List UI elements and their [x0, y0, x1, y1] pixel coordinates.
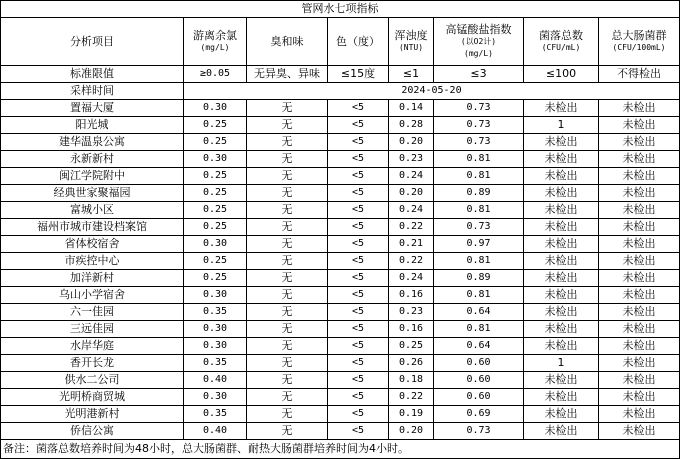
site-name: 永新新村 — [1, 151, 184, 168]
odor-value: 无 — [247, 219, 328, 236]
coliform-value: 未检出 — [599, 338, 680, 355]
header-turbidity-unit: (NTU) — [398, 42, 424, 52]
odor-value: 无 — [247, 253, 328, 270]
header-permanganate-unit: (mg/L) — [464, 48, 493, 58]
colony-value: 未检出 — [524, 202, 599, 219]
header-coliform-unit: (CFU/100mL) — [612, 42, 666, 52]
colony-value: 未检出 — [524, 389, 599, 406]
odor-value: 无 — [247, 236, 328, 253]
colony-value: 未检出 — [524, 372, 599, 389]
header-permanganate-name: 高锰酸盐指数 — [445, 22, 512, 36]
turbidity-value: 0.26 — [389, 355, 434, 372]
turbidity-value: 0.21 — [389, 236, 434, 253]
coliform-value: 未检出 — [599, 117, 680, 134]
site-name: 福州市城市建设档案馆 — [1, 219, 184, 236]
header-permanganate — [434, 18, 524, 66]
note-row — [1, 440, 680, 459]
table-row — [1, 117, 680, 134]
colony-value: 未检出 — [524, 134, 599, 151]
color-value: <5 — [328, 151, 389, 168]
chlorine-value: 0.35 — [184, 355, 247, 372]
permanganate-value: 0.81 — [434, 168, 524, 185]
table-row — [1, 236, 680, 253]
permanganate-value: 0.81 — [434, 151, 524, 168]
coliform-value: 未检出 — [599, 389, 680, 406]
table-row — [1, 389, 680, 406]
turbidity-value: 0.24 — [389, 168, 434, 185]
table-row — [1, 287, 680, 304]
table-row — [1, 202, 680, 219]
header-colony-name: 菌落总数 — [539, 28, 583, 42]
odor-value: 无 — [247, 372, 328, 389]
odor-value: 无 — [247, 185, 328, 202]
odor-value: 无 — [247, 389, 328, 406]
standard-color: ≤15度 — [328, 66, 389, 83]
sample-time-label: 采样时间 — [1, 83, 184, 100]
odor-value: 无 — [247, 168, 328, 185]
site-name: 加洋新村 — [1, 270, 184, 287]
coliform-value: 未检出 — [599, 321, 680, 338]
color-value: <5 — [328, 253, 389, 270]
permanganate-value: 0.69 — [434, 406, 524, 423]
table-row — [1, 338, 680, 355]
header-chlorine — [184, 18, 247, 66]
table-row — [1, 355, 680, 372]
permanganate-value: 0.73 — [434, 219, 524, 236]
standard-permanganate: ≤3 — [434, 66, 524, 83]
odor-value: 无 — [247, 151, 328, 168]
coliform-value: 未检出 — [599, 355, 680, 372]
turbidity-value: 0.22 — [389, 253, 434, 270]
colony-value: 未检出 — [524, 168, 599, 185]
chlorine-value: 0.35 — [184, 304, 247, 321]
color-value: <5 — [328, 134, 389, 151]
colony-value: 未检出 — [524, 406, 599, 423]
table-row — [1, 304, 680, 321]
turbidity-value: 0.23 — [389, 304, 434, 321]
colony-value: 未检出 — [524, 100, 599, 117]
permanganate-value: 0.89 — [434, 270, 524, 287]
chlorine-value: 0.25 — [184, 219, 247, 236]
color-value: <5 — [328, 321, 389, 338]
site-name: 阳光城 — [1, 117, 184, 134]
coliform-value: 未检出 — [599, 100, 680, 117]
color-value: <5 — [328, 185, 389, 202]
header-color: 色（度） — [328, 18, 389, 66]
standard-row — [1, 66, 680, 83]
chlorine-value: 0.25 — [184, 134, 247, 151]
turbidity-value: 0.24 — [389, 270, 434, 287]
color-value: <5 — [328, 372, 389, 389]
color-value: <5 — [328, 270, 389, 287]
standard-chlorine: ≥0.05 — [184, 66, 247, 83]
site-name: 乌山小学宿舍 — [1, 287, 184, 304]
header-turbidity — [389, 18, 434, 66]
color-value: <5 — [328, 236, 389, 253]
site-name: 六一佳园 — [1, 304, 184, 321]
turbidity-value: 0.16 — [389, 321, 434, 338]
permanganate-value: 0.89 — [434, 185, 524, 202]
colony-value: 未检出 — [524, 287, 599, 304]
color-value: <5 — [328, 100, 389, 117]
odor-value: 无 — [247, 134, 328, 151]
standard-coliform: 不得检出 — [599, 66, 680, 83]
permanganate-value: 0.81 — [434, 321, 524, 338]
chlorine-value: 0.25 — [184, 270, 247, 287]
coliform-value: 未检出 — [599, 304, 680, 321]
site-name: 市疾控中心 — [1, 253, 184, 270]
odor-value: 无 — [247, 338, 328, 355]
chlorine-value: 0.25 — [184, 168, 247, 185]
site-name: 香开长龙 — [1, 355, 184, 372]
turbidity-value: 0.28 — [389, 117, 434, 134]
header-chlorine-unit: (mg/L) — [200, 42, 230, 52]
coliform-value: 未检出 — [599, 134, 680, 151]
chlorine-value: 0.25 — [184, 117, 247, 134]
table-row — [1, 372, 680, 389]
table-row — [1, 321, 680, 338]
sample-date: 2024-05-20 — [184, 83, 680, 100]
site-name: 闽江学院附中 — [1, 168, 184, 185]
chlorine-value: 0.40 — [184, 372, 247, 389]
site-name: 光明港新村 — [1, 406, 184, 423]
odor-value: 无 — [247, 270, 328, 287]
chlorine-value: 0.30 — [184, 151, 247, 168]
colony-value: 未检出 — [524, 423, 599, 440]
permanganate-value: 0.97 — [434, 236, 524, 253]
permanganate-value: 0.73 — [434, 134, 524, 151]
table-row — [1, 100, 680, 117]
header-turbidity-name: 浑浊度 — [394, 28, 428, 42]
colony-value: 未检出 — [524, 185, 599, 202]
table-row — [1, 270, 680, 287]
permanganate-value: 0.64 — [434, 304, 524, 321]
color-value: <5 — [328, 219, 389, 236]
permanganate-value: 0.60 — [434, 389, 524, 406]
turbidity-value: 0.22 — [389, 389, 434, 406]
turbidity-value: 0.20 — [389, 134, 434, 151]
color-value: <5 — [328, 406, 389, 423]
colony-value: 未检出 — [524, 304, 599, 321]
coliform-value: 未检出 — [599, 236, 680, 253]
note-text: 备注：菌落总数培养时间为48小时，总大肠菌群、耐热大肠菌群培养时间为4小时。 — [1, 440, 680, 459]
site-name: 光明桥商贸城 — [1, 389, 184, 406]
header-item: 分析项目 — [1, 18, 184, 66]
coliform-value: 未检出 — [599, 253, 680, 270]
color-value: <5 — [328, 389, 389, 406]
standard-colony: ≤100 — [524, 66, 599, 83]
site-name: 置福大厦 — [1, 100, 184, 117]
colony-value: 未检出 — [524, 236, 599, 253]
colony-value: 1 — [524, 355, 599, 372]
table-row — [1, 423, 680, 440]
color-value: <5 — [328, 168, 389, 185]
table-title: 管网水七项指标 — [1, 1, 680, 18]
color-value: <5 — [328, 423, 389, 440]
site-name: 经典世家聚福园 — [1, 185, 184, 202]
turbidity-value: 0.14 — [389, 100, 434, 117]
header-row — [1, 18, 680, 66]
chlorine-value: 0.40 — [184, 423, 247, 440]
header-colony-unit: (CFU/mL) — [541, 42, 581, 52]
table-row — [1, 134, 680, 151]
site-name: 建华温泉公寓 — [1, 134, 184, 151]
chlorine-value: 0.25 — [184, 185, 247, 202]
coliform-value: 未检出 — [599, 287, 680, 304]
standard-turbidity: ≤1 — [389, 66, 434, 83]
chlorine-value: 0.30 — [184, 287, 247, 304]
chlorine-value: 0.30 — [184, 389, 247, 406]
odor-value: 无 — [247, 100, 328, 117]
colony-value: 未检出 — [524, 321, 599, 338]
odor-value: 无 — [247, 304, 328, 321]
chlorine-value: 0.25 — [184, 253, 247, 270]
chlorine-value: 0.30 — [184, 338, 247, 355]
odor-value: 无 — [247, 117, 328, 134]
chlorine-value: 0.30 — [184, 321, 247, 338]
site-name: 省体校宿舍 — [1, 236, 184, 253]
header-permanganate-sub: (以O2计) — [460, 36, 497, 46]
turbidity-value: 0.19 — [389, 406, 434, 423]
turbidity-value: 0.24 — [389, 202, 434, 219]
coliform-value: 未检出 — [599, 151, 680, 168]
color-value: <5 — [328, 338, 389, 355]
colony-value: 未检出 — [524, 253, 599, 270]
table-row — [1, 168, 680, 185]
colony-value: 未检出 — [524, 270, 599, 287]
site-name: 三远佳园 — [1, 321, 184, 338]
chlorine-value: 0.30 — [184, 100, 247, 117]
permanganate-value: 0.60 — [434, 355, 524, 372]
turbidity-value: 0.16 — [389, 287, 434, 304]
turbidity-value: 0.20 — [389, 185, 434, 202]
turbidity-value: 0.20 — [389, 423, 434, 440]
permanganate-value: 0.81 — [434, 253, 524, 270]
turbidity-value: 0.22 — [389, 219, 434, 236]
coliform-value: 未检出 — [599, 219, 680, 236]
odor-value: 无 — [247, 406, 328, 423]
permanganate-value: 0.81 — [434, 287, 524, 304]
site-name: 供水二公司 — [1, 372, 184, 389]
permanganate-value: 0.60 — [434, 372, 524, 389]
colony-value: 未检出 — [524, 151, 599, 168]
odor-value: 无 — [247, 355, 328, 372]
turbidity-value: 0.25 — [389, 338, 434, 355]
permanganate-value: 0.73 — [434, 100, 524, 117]
odor-value: 无 — [247, 321, 328, 338]
permanganate-value: 0.73 — [434, 117, 524, 134]
site-name: 富城小区 — [1, 202, 184, 219]
turbidity-value: 0.18 — [389, 372, 434, 389]
color-value: <5 — [328, 117, 389, 134]
colony-value: 未检出 — [524, 219, 599, 236]
sample-time-row — [1, 83, 680, 100]
odor-value: 无 — [247, 287, 328, 304]
table-row — [1, 253, 680, 270]
coliform-value: 未检出 — [599, 406, 680, 423]
header-chlorine-name: 游离余氯 — [193, 28, 237, 42]
odor-value: 无 — [247, 202, 328, 219]
table-row — [1, 219, 680, 236]
coliform-value: 未检出 — [599, 202, 680, 219]
colony-value: 1 — [524, 117, 599, 134]
site-name: 水岸华庭 — [1, 338, 184, 355]
chlorine-value: 0.30 — [184, 236, 247, 253]
coliform-value: 未检出 — [599, 168, 680, 185]
header-coliform — [599, 18, 680, 66]
table-row — [1, 406, 680, 423]
chlorine-value: 0.35 — [184, 406, 247, 423]
header-colony — [524, 18, 599, 66]
color-value: <5 — [328, 355, 389, 372]
permanganate-value: 0.73 — [434, 423, 524, 440]
permanganate-value: 0.64 — [434, 338, 524, 355]
odor-value: 无 — [247, 423, 328, 440]
title-row — [1, 1, 680, 18]
header-coliform-name: 总大肠菌群 — [611, 28, 667, 42]
chlorine-value: 0.25 — [184, 202, 247, 219]
standard-odor: 无异臭、异味 — [247, 66, 328, 83]
site-name: 侨信公寓 — [1, 423, 184, 440]
table-row — [1, 151, 680, 168]
color-value: <5 — [328, 202, 389, 219]
coliform-value: 未检出 — [599, 270, 680, 287]
permanganate-value: 0.81 — [434, 202, 524, 219]
color-value: <5 — [328, 287, 389, 304]
table-row — [1, 185, 680, 202]
standard-label: 标准限值 — [1, 66, 184, 83]
coliform-value: 未检出 — [599, 372, 680, 389]
turbidity-value: 0.23 — [389, 151, 434, 168]
coliform-value: 未检出 — [599, 185, 680, 202]
color-value: <5 — [328, 304, 389, 321]
header-odor: 臭和味 — [247, 18, 328, 66]
colony-value: 未检出 — [524, 338, 599, 355]
coliform-value: 未检出 — [599, 423, 680, 440]
